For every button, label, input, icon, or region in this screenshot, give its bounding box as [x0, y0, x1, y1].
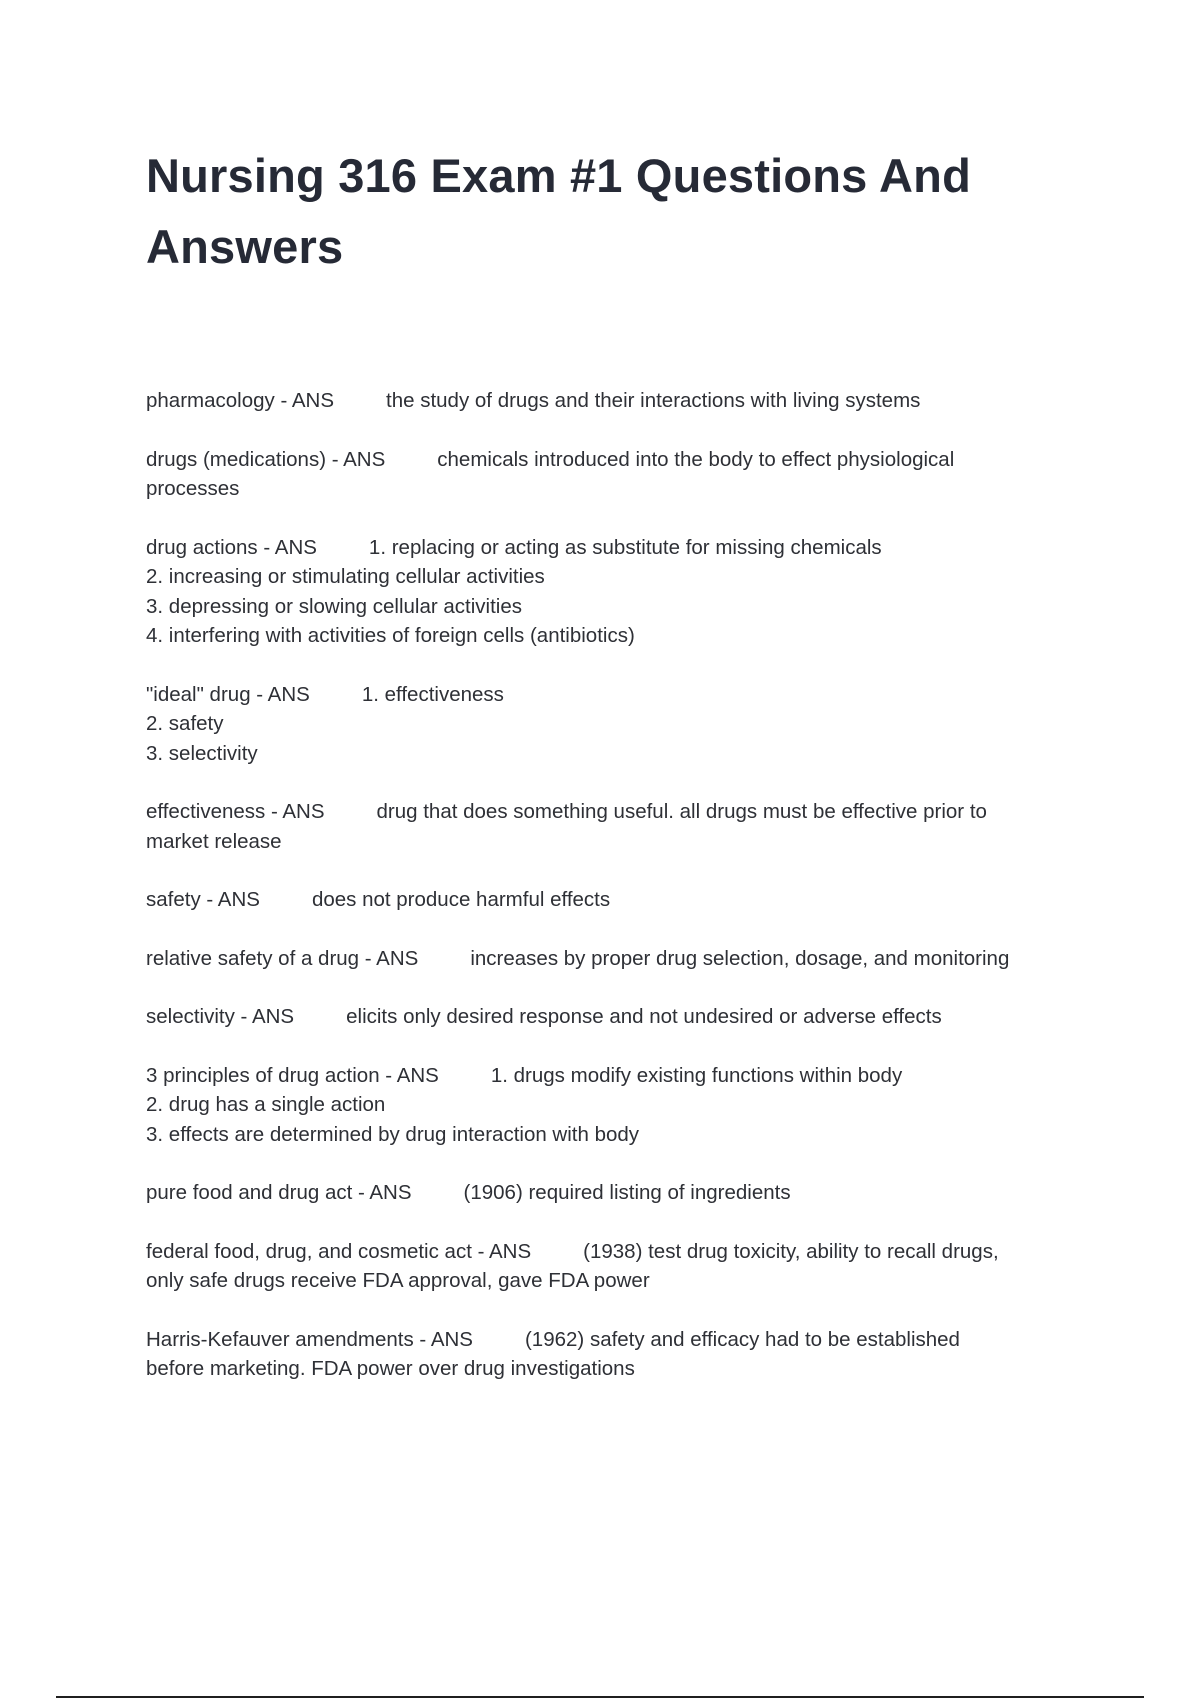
qa-term: relative safety of a drug - ANS	[146, 946, 419, 970]
qa-entry	[146, 1178, 1086, 1208]
qa-entry	[146, 1237, 1086, 1296]
qa-answer-continued: 2. drug has a single action	[146, 1093, 386, 1116]
qa-entry	[146, 1002, 1086, 1032]
qa-term: 3 principles of drug action - ANS	[146, 1063, 439, 1087]
qa-term: drug actions - ANS	[146, 535, 317, 559]
qa-term: selectivity - ANS	[146, 1005, 295, 1028]
qa-answer: (1938) test drug toxicity, ability to recall drugs,	[583, 1239, 999, 1263]
qa-answer: drug that does something useful. all drugs must be effective prior to	[376, 800, 987, 823]
qa-answer-continued: 3. depressing or slowing cellular activities	[146, 594, 523, 618]
qa-answer-continued: 3. selectivity	[146, 741, 258, 765]
qa-answer-continued: 2. safety	[146, 712, 224, 735]
qa-first-line	[146, 1002, 1086, 1032]
qa-first-line	[146, 533, 1086, 563]
qa-answer: (1962) safety and efficacy had to be established	[524, 1327, 960, 1351]
qa-term: safety - ANS	[146, 888, 260, 911]
qa-first-line	[146, 885, 1086, 915]
qa-term: Harris-Kefauver amendments - ANS	[146, 1327, 473, 1351]
qa-answer: the study of drugs and their interactions with living systems	[386, 389, 921, 412]
qa-first-line	[146, 1178, 1086, 1208]
qa-answer: does not produce harmful effects	[311, 888, 611, 911]
qa-term: effectiveness - ANS	[146, 800, 325, 823]
qa-answer: chemicals introduced into the body to effect physiological	[437, 447, 955, 471]
qa-entry	[146, 797, 1086, 856]
qa-term: pure food and drug act - ANS	[146, 1181, 412, 1204]
qa-entry	[146, 680, 1086, 769]
qa-entry	[146, 944, 1086, 974]
qa-answer-continued: only safe drugs receive FDA approval, gave FDA power	[146, 1269, 650, 1292]
qa-answer-continued: 4. interfering with activities of foreign cells (antibiotics)	[146, 624, 635, 647]
qa-entry	[146, 885, 1086, 915]
qa-answer-continued: before marketing. FDA power over drug investigations	[146, 1357, 635, 1380]
qa-answer-continued: 2. increasing or stimulating cellular activities	[146, 565, 545, 588]
qa-first-line	[146, 1061, 1086, 1091]
qa-answer: 1. effectiveness	[361, 682, 504, 706]
qa-term: pharmacology - ANS	[146, 389, 335, 412]
qa-term: federal food, drug, and cosmetic act - ANS	[146, 1239, 532, 1263]
qa-entry	[146, 1061, 1086, 1150]
qa-first-line	[146, 445, 1086, 475]
document-page	[146, 140, 1086, 1413]
qa-first-line	[146, 944, 1086, 974]
qa-answer-continued: market release	[146, 829, 282, 853]
document-title: Nursing 316 Exam #1 Questions And Answers	[146, 149, 971, 273]
qa-answer-continued: processes	[146, 477, 240, 500]
qa-answer: (1906) required listing of ingredients	[463, 1181, 791, 1204]
qa-first-line	[146, 1237, 1086, 1267]
footer-divider	[56, 1696, 1144, 1698]
qa-answer: 1. replacing or acting as substitute for missing chemicals	[368, 535, 882, 559]
qa-first-line	[146, 797, 1086, 827]
qa-answer: elicits only desired response and not undesired or adverse effects	[346, 1005, 942, 1028]
qa-answer: 1. drugs modify existing functions within body	[490, 1063, 903, 1087]
qa-term: drugs (medications) - ANS	[146, 447, 386, 471]
qa-entry	[146, 1325, 1086, 1384]
qa-entry	[146, 386, 1086, 416]
qa-term: "ideal" drug - ANS	[146, 682, 310, 706]
qa-entry	[146, 445, 1086, 504]
qa-first-line	[146, 1325, 1086, 1355]
qa-first-line	[146, 386, 1086, 416]
qa-list	[146, 386, 1086, 1384]
qa-first-line	[146, 680, 1086, 710]
qa-answer: increases by proper drug selection, dosage, and monitoring	[470, 946, 1010, 970]
qa-entry	[146, 533, 1086, 651]
qa-answer-continued: 3. effects are determined by drug interaction with body	[146, 1122, 640, 1146]
